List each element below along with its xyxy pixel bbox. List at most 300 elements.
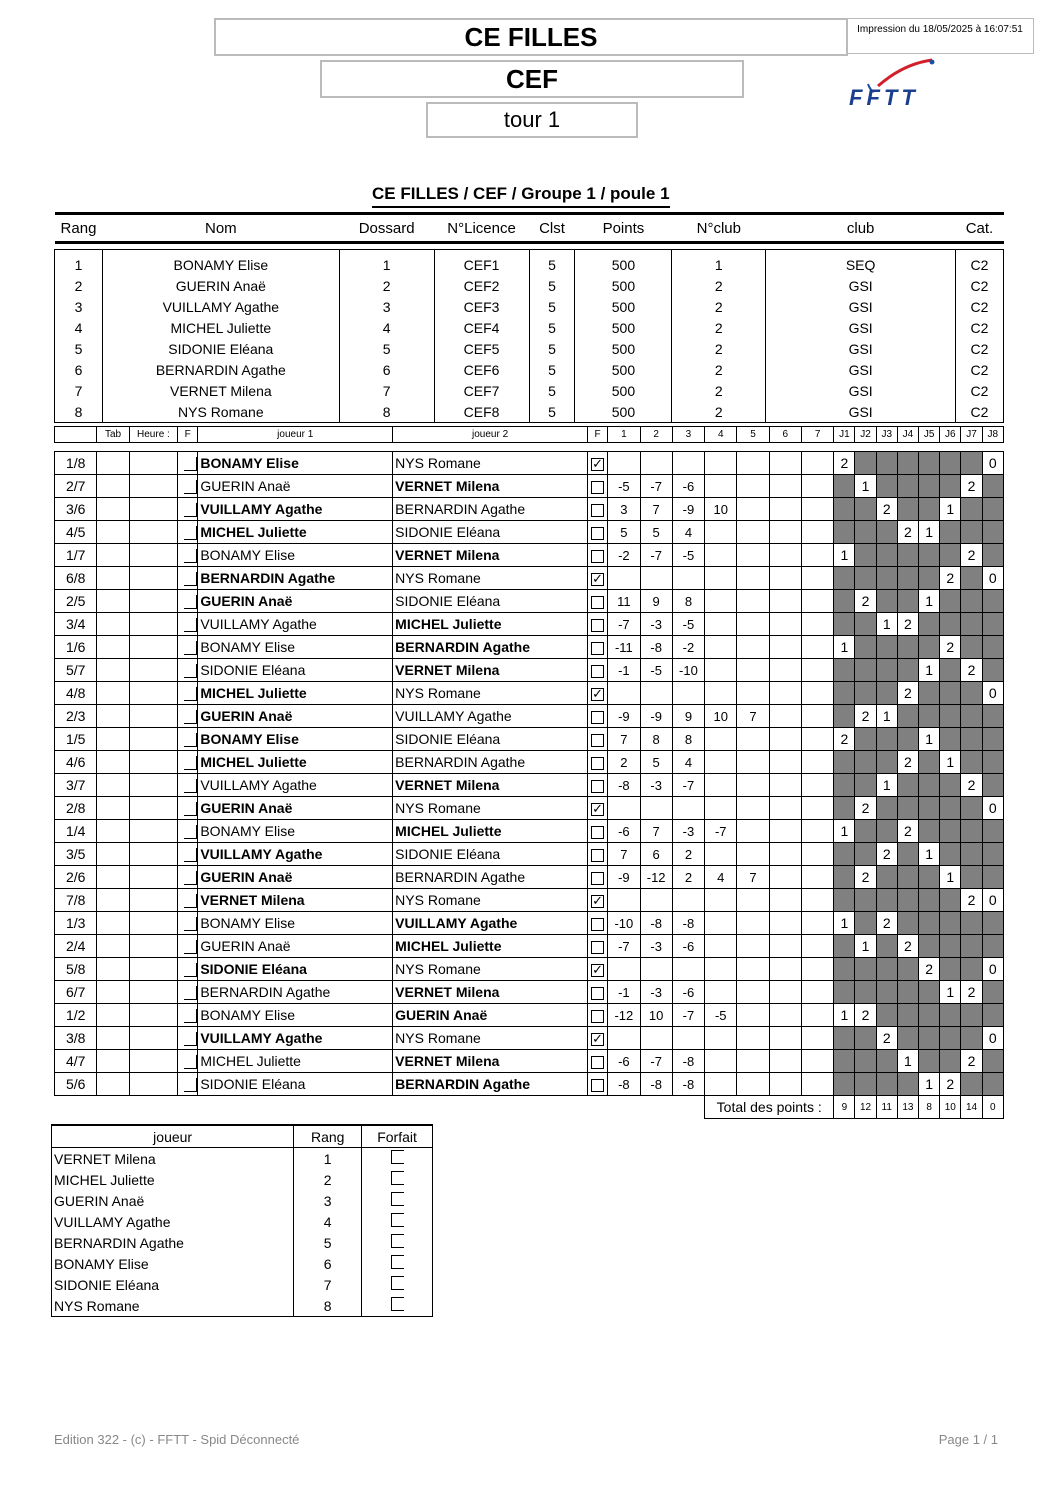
forfeit1-checkbox[interactable] [184,526,197,540]
ranking-rank: 8 [294,1295,362,1317]
player-points-j8: 0 [982,452,1003,475]
match-heure [129,521,177,544]
forfeit2-cell[interactable] [588,843,608,866]
ranking-row [52,1211,433,1232]
total-points: 10 [940,1096,961,1119]
player1-name: MICHEL Juliette [198,751,393,774]
forfeit2-cell[interactable] [588,498,608,521]
ranking-forfeit[interactable] [362,1274,433,1295]
player-points: 500 [575,401,672,423]
forfeit2-checkbox[interactable] [591,872,604,885]
set-score [801,590,833,613]
ranking-row [52,1295,433,1317]
forfeit1-checkbox[interactable] [184,641,197,655]
player-points-j1: 1 [834,912,855,935]
forfeit1-cell[interactable] [178,1004,198,1027]
forfeit1-cell[interactable] [178,866,198,889]
player-points-j3 [876,797,897,820]
player-licence: CEF1 [434,250,529,276]
forfeit1-checkbox[interactable] [184,848,197,862]
player-points-j6 [940,958,961,981]
player-points-j2 [855,1050,876,1073]
player-points-j4 [897,1004,918,1027]
player-points-j3 [876,521,897,544]
set-score: -5 [705,1004,737,1027]
player-club: GSI [766,275,956,296]
ranking-row [52,1274,433,1295]
player-points-j5 [919,475,940,498]
forfeit1-checkbox[interactable] [184,618,197,632]
match-rang: 5/6 [55,1073,97,1096]
player1-name: VUILLAMY Agathe [198,498,393,521]
set-score: -6 [672,935,704,958]
forfeit2-cell[interactable] [588,1004,608,1027]
ranking-rank: 1 [294,1148,362,1170]
forfeit1-checkbox[interactable] [184,963,197,977]
player-points-j4 [897,1027,918,1050]
ranking-forfeit[interactable] [362,1295,433,1317]
group-title: CE FILLES / CEF / Groupe 1 / poule 1 [372,184,670,208]
player1-name: VUILLAMY Agathe [198,1027,393,1050]
forfeit2-checkbox[interactable] [591,757,604,770]
set-score [737,659,769,682]
footer-page: Page 1 / 1 [938,1432,998,1447]
player-points-j3 [876,1004,897,1027]
forfeit2-cell[interactable] [588,613,608,636]
match-heure [129,935,177,958]
player-points-j7 [961,521,982,544]
player-points: 500 [575,380,672,401]
match-rang: 3/6 [55,498,97,521]
forfeit1-checkbox[interactable] [184,710,197,724]
match-col-header: J1 [834,427,855,443]
set-score [801,820,833,843]
match-rang: 2/6 [55,866,97,889]
forfeit2-checkbox[interactable] [591,1010,604,1023]
match-col-header: J8 [982,427,1003,443]
player-licence: CEF7 [434,380,529,401]
forfeit1-cell[interactable] [178,544,198,567]
player-points-j1 [834,843,855,866]
match-heure [129,1073,177,1096]
player2-name: NYS Romane [393,452,588,475]
total-points: 11 [876,1096,897,1119]
forfeit1-checkbox[interactable] [184,802,197,816]
forfeit1-cell[interactable] [178,912,198,935]
player1-name: BONAMY Elise [198,728,393,751]
forfeit1-cell[interactable] [178,889,198,912]
forfeit-checkbox[interactable] [391,1255,404,1269]
total-points: 8 [919,1096,940,1119]
forfeit2-checkbox[interactable] [591,941,604,954]
set-score [705,912,737,935]
set-score [705,843,737,866]
forfeit1-checkbox[interactable] [184,894,197,908]
forfeit1-cell[interactable] [178,452,198,475]
forfeit2-checkbox[interactable]: ✓ [592,685,604,701]
forfeit2-checkbox[interactable] [591,780,604,793]
forfeit2-checkbox[interactable]: ✓ [592,455,604,471]
forfeit1-checkbox[interactable] [184,503,197,517]
set-score [672,958,704,981]
forfeit1-cell[interactable] [178,981,198,1004]
set-score [769,567,801,590]
set-score [769,613,801,636]
player-points-j5 [919,1004,940,1027]
forfeit1-cell[interactable] [178,636,198,659]
set-score [640,958,672,981]
set-score [705,935,737,958]
ranking-rank: 6 [294,1253,362,1274]
set-score [737,751,769,774]
forfeit2-cell[interactable] [588,452,608,475]
forfeit1-checkbox[interactable] [184,664,197,678]
ranking-forfeit[interactable] [362,1232,433,1253]
player-points-j2 [855,567,876,590]
forfeit2-cell[interactable] [588,1073,608,1096]
ranking-forfeit[interactable] [362,1169,433,1190]
player-points-j4 [897,705,918,728]
forfeit2-cell[interactable] [588,544,608,567]
match-heure [129,797,177,820]
set-score [737,682,769,705]
forfeit2-cell[interactable] [588,705,608,728]
col-nom: Nom [102,214,339,243]
match-rang: 5/8 [55,958,97,981]
player2-name: NYS Romane [393,1027,588,1050]
forfeit2-cell[interactable] [588,912,608,935]
forfeit1-checkbox[interactable] [184,480,197,494]
forfeit2-cell[interactable] [588,774,608,797]
forfeit2-cell[interactable] [588,889,608,912]
player-points-j2 [855,728,876,751]
forfeit1-cell[interactable] [178,705,198,728]
forfeit-checkbox[interactable] [391,1297,404,1311]
player-points-j1 [834,751,855,774]
player-points-j1: 1 [834,820,855,843]
player1-name: BONAMY Elise [198,452,393,475]
ranking-rank: 7 [294,1274,362,1295]
player-points-j4: 2 [897,751,918,774]
match-rang: 4/5 [55,521,97,544]
set-score [801,912,833,935]
forfeit2-cell[interactable] [588,1027,608,1050]
player1-name: MICHEL Juliette [198,521,393,544]
forfeit2-checkbox[interactable]: ✓ [592,570,604,586]
forfeit2-checkbox[interactable] [591,1079,604,1092]
match-tab [97,981,129,1004]
forfeit2-checkbox[interactable] [591,642,604,655]
player-points-j8 [982,935,1003,958]
set-score [769,774,801,797]
forfeit-checkbox[interactable] [391,1213,404,1227]
match-row [55,728,1004,751]
player-points-j3: 2 [876,912,897,935]
player-points-j2 [855,682,876,705]
player-points-j3 [876,636,897,659]
forfeit1-cell[interactable] [178,567,198,590]
forfeit-checkbox[interactable] [391,1234,404,1248]
player-points-j2 [855,1027,876,1050]
set-score [640,682,672,705]
player-points-j5 [919,1027,940,1050]
forfeit2-cell[interactable] [588,958,608,981]
player-points-j1 [834,613,855,636]
ranking-rank: 2 [294,1169,362,1190]
player-nom: VERNET Milena [102,380,339,401]
player-points-j3 [876,866,897,889]
forfeit2-checkbox[interactable] [591,849,604,862]
forfeit2-cell[interactable] [588,590,608,613]
forfeit2-checkbox[interactable] [591,504,604,517]
set-score [801,659,833,682]
player-points-j7 [961,751,982,774]
set-score: -7 [640,1050,672,1073]
match-col-header: J5 [919,427,940,443]
forfeit1-cell[interactable] [178,521,198,544]
forfeit1-checkbox[interactable] [184,549,197,563]
forfeit1-checkbox[interactable] [184,572,197,586]
set-score [705,682,737,705]
forfeit1-cell[interactable] [178,958,198,981]
forfeit1-cell[interactable] [178,613,198,636]
forfeit1-checkbox[interactable] [184,756,197,770]
player-row [55,380,1004,401]
player-points-j2 [855,613,876,636]
player-points-j1: 1 [834,636,855,659]
forfeit2-checkbox[interactable] [591,527,604,540]
forfeit2-cell[interactable] [588,521,608,544]
player-points-j7: 2 [961,889,982,912]
forfeit1-cell[interactable] [178,682,198,705]
match-rang: 1/5 [55,728,97,751]
player2-name: NYS Romane [393,797,588,820]
player-points-j8: 0 [982,1027,1003,1050]
set-score [672,682,704,705]
match-heure [129,981,177,1004]
player-points-j6 [940,705,961,728]
set-score: -8 [608,774,640,797]
forfeit1-checkbox[interactable] [184,733,197,747]
player-points-j6 [940,774,961,797]
match-row [55,935,1004,958]
forfeit1-cell[interactable] [178,659,198,682]
set-score [737,475,769,498]
forfeit2-checkbox[interactable] [591,734,604,747]
forfeit2-cell[interactable] [588,797,608,820]
forfeit1-cell[interactable] [178,1027,198,1050]
forfeit1-cell[interactable] [178,475,198,498]
set-score [608,452,640,475]
ranking-player: VERNET Milena [52,1148,294,1170]
forfeit2-checkbox[interactable] [591,987,604,1000]
player-points-j5 [919,567,940,590]
forfeit1-cell[interactable] [178,751,198,774]
player-points-j2: 2 [855,866,876,889]
forfeit1-cell[interactable] [178,590,198,613]
set-score: 5 [640,521,672,544]
page-title: CE FILLES [214,18,848,56]
forfeit2-cell[interactable] [588,866,608,889]
match-row [55,544,1004,567]
player-points-j2 [855,659,876,682]
forfeit2-checkbox[interactable] [591,711,604,724]
player-points-j7: 2 [961,774,982,797]
set-score: -1 [608,981,640,1004]
forfeit2-checkbox[interactable] [591,826,604,839]
set-score: -5 [672,544,704,567]
player-points-j8: 0 [982,682,1003,705]
player-points-j8: 0 [982,958,1003,981]
forfeit1-cell[interactable] [178,820,198,843]
set-score [737,981,769,1004]
match-tab [97,636,129,659]
forfeit1-cell[interactable] [178,498,198,521]
forfeit2-cell[interactable] [588,751,608,774]
forfeit1-cell[interactable] [178,797,198,820]
forfeit2-cell[interactable] [588,981,608,1004]
player-nom: VUILLAMY Agathe [102,296,339,317]
player2-name: SIDONIE Eléana [393,728,588,751]
player-points-j8 [982,866,1003,889]
player-points-j8 [982,820,1003,843]
player-points-j1 [834,889,855,912]
forfeit1-checkbox[interactable] [184,779,197,793]
set-score: -7 [608,613,640,636]
player-points-j6: 1 [940,981,961,1004]
set-score [737,912,769,935]
player-nom: MICHEL Juliette [102,317,339,338]
set-score: -7 [640,475,672,498]
set-score: -9 [608,866,640,889]
player-points-j8: 0 [982,797,1003,820]
set-score: -6 [672,981,704,1004]
forfeit2-cell[interactable] [588,659,608,682]
forfeit2-cell[interactable] [588,567,608,590]
set-score: -6 [672,475,704,498]
forfeit-checkbox[interactable] [391,1171,404,1185]
player-points-j4 [897,912,918,935]
forfeit2-cell[interactable] [588,475,608,498]
forfeit1-cell[interactable] [178,843,198,866]
forfeit1-checkbox[interactable] [184,1032,197,1046]
player-points-j4: 2 [897,613,918,636]
forfeit2-checkbox[interactable] [591,481,604,494]
player-points-j6 [940,912,961,935]
forfeit1-cell[interactable] [178,728,198,751]
match-col-header: J3 [876,427,897,443]
forfeit1-checkbox[interactable] [184,825,197,839]
forfeit2-checkbox[interactable] [591,918,604,931]
ranking-forfeit[interactable] [362,1190,433,1211]
forfeit1-cell[interactable] [178,935,198,958]
player1-name: BONAMY Elise [198,820,393,843]
set-score: -10 [672,659,704,682]
ranking-forfeit[interactable] [362,1148,433,1170]
forfeit2-checkbox[interactable]: ✓ [592,1030,604,1046]
player-points-j4 [897,475,918,498]
forfeit2-checkbox[interactable] [591,1056,604,1069]
player-licence: CEF5 [434,338,529,359]
set-score [705,475,737,498]
forfeit1-cell[interactable] [178,1073,198,1096]
forfeit2-cell[interactable] [588,820,608,843]
set-score [801,498,833,521]
player-points-j7 [961,590,982,613]
forfeit-checkbox[interactable] [391,1276,404,1290]
forfeit1-checkbox[interactable] [184,595,197,609]
match-rang: 4/7 [55,1050,97,1073]
set-score: 4 [672,521,704,544]
match-heure [129,475,177,498]
set-score: -8 [640,636,672,659]
forfeit1-checkbox[interactable] [184,457,197,471]
forfeit1-checkbox[interactable] [184,986,197,1000]
forfeit1-cell[interactable] [178,774,198,797]
forfeit2-checkbox[interactable] [591,665,604,678]
set-score [801,958,833,981]
forfeit2-checkbox[interactable] [591,619,604,632]
forfeit-checkbox[interactable] [391,1150,404,1164]
set-score: -12 [640,866,672,889]
set-score [801,682,833,705]
forfeit-checkbox[interactable] [391,1192,404,1206]
player-clst: 5 [529,380,575,401]
forfeit1-checkbox[interactable] [184,871,197,885]
forfeit1-cell[interactable] [178,1050,198,1073]
player2-name: BERNARDIN Agathe [393,636,588,659]
forfeit1-checkbox[interactable] [184,1078,197,1092]
rank-col-forfait: Forfait [362,1125,433,1148]
forfeit2-cell[interactable] [588,636,608,659]
forfeit2-cell[interactable] [588,1050,608,1073]
player-points-j3: 2 [876,498,897,521]
player-clst: 5 [529,296,575,317]
set-score [769,728,801,751]
player-rang: 2 [55,275,103,296]
match-row [55,682,1004,705]
match-tab [97,843,129,866]
player-points-j6: 2 [940,1073,961,1096]
forfeit2-checkbox[interactable] [591,596,604,609]
set-score [801,567,833,590]
forfeit1-checkbox[interactable] [184,1055,197,1069]
forfeit2-checkbox[interactable]: ✓ [592,892,604,908]
set-score [640,889,672,912]
match-col-header: 2 [640,427,672,443]
forfeit2-cell[interactable] [588,682,608,705]
forfeit2-checkbox[interactable]: ✓ [592,800,604,816]
player-points-j1 [834,935,855,958]
forfeit2-cell[interactable] [588,728,608,751]
forfeit2-checkbox[interactable] [591,550,604,563]
forfeit1-checkbox[interactable] [184,687,197,701]
forfeit2-cell[interactable] [588,935,608,958]
match-col-header: J4 [897,427,918,443]
player-points-j5 [919,544,940,567]
forfeit1-checkbox[interactable] [184,940,197,954]
match-tab [97,751,129,774]
player-points-j3 [876,452,897,475]
forfeit1-checkbox[interactable] [184,1009,197,1023]
player-dossard: 8 [339,401,434,423]
forfeit2-checkbox[interactable]: ✓ [592,961,604,977]
player-points-j2 [855,981,876,1004]
ranking-forfeit[interactable] [362,1211,433,1232]
forfeit1-checkbox[interactable] [184,917,197,931]
match-row [55,498,1004,521]
ranking-forfeit[interactable] [362,1253,433,1274]
